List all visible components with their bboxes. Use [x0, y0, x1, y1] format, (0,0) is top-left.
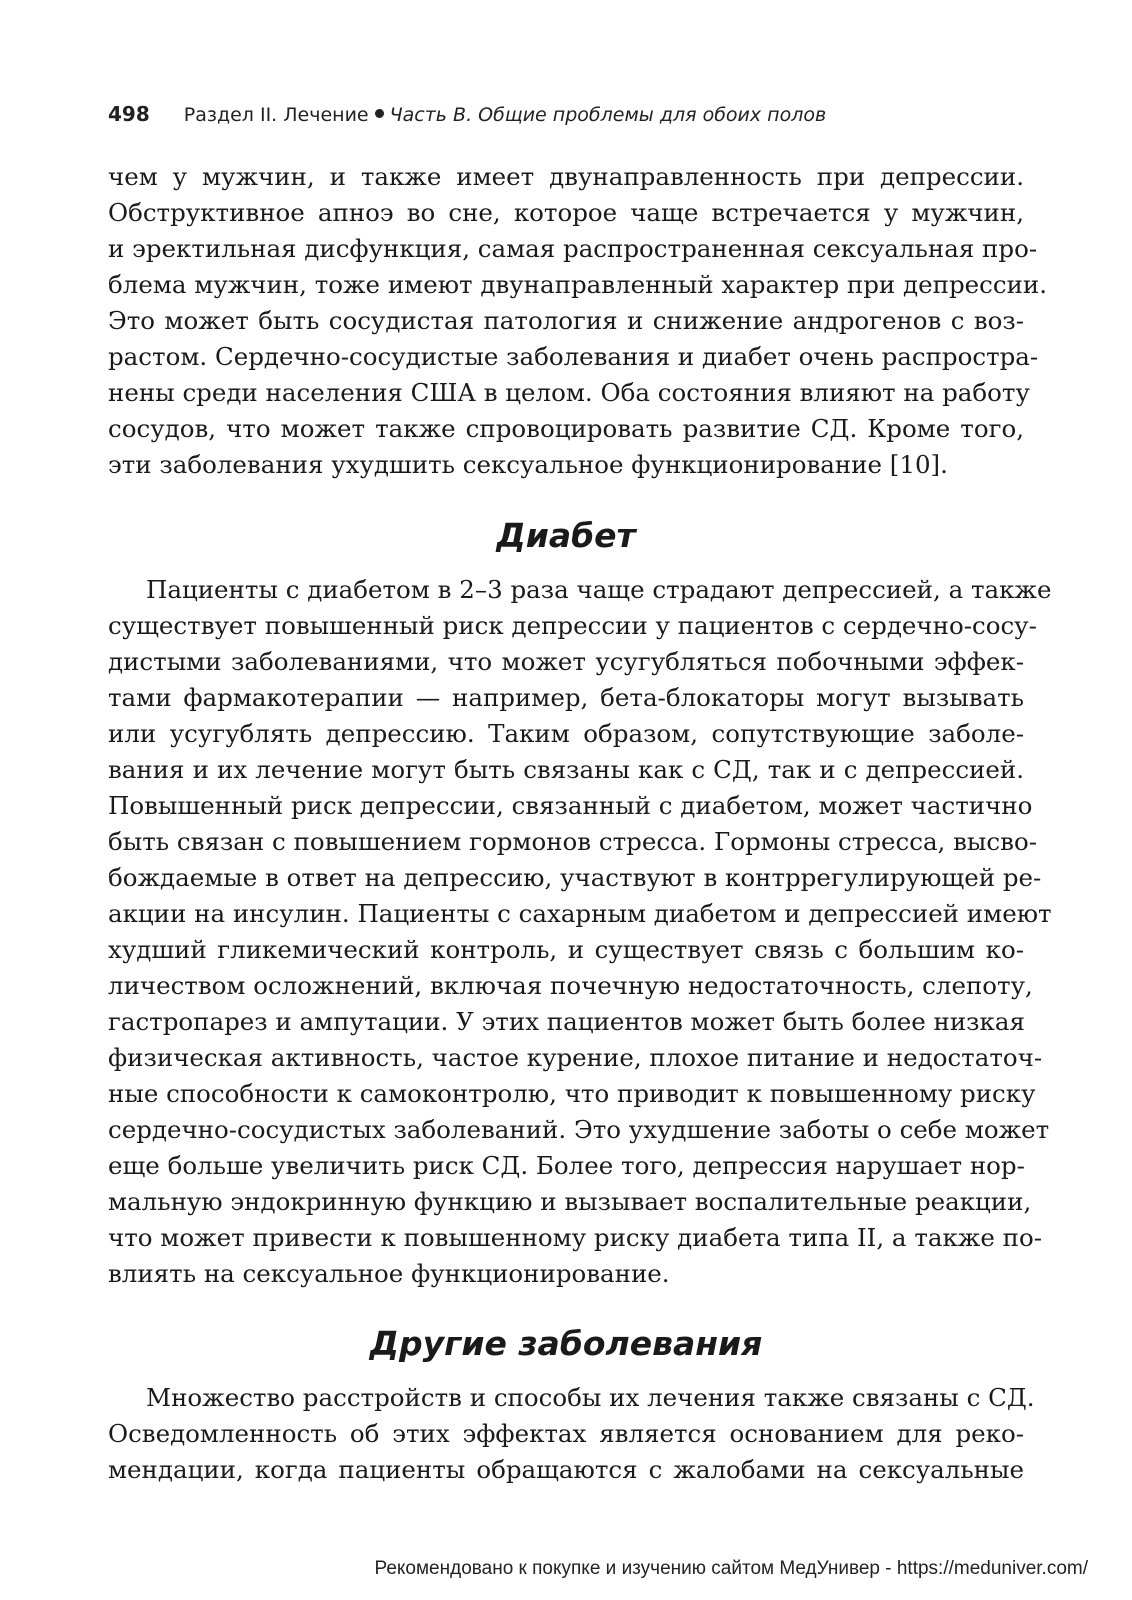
- text-line: Обструктивное апноэ во сне, которое чаще встречается у мужчин,: [108, 198, 1024, 227]
- text-line: растом. Сердечно-сосудистые заболевания и диабет очень распростра-: [108, 342, 1039, 371]
- text-line: физическая активность, частое курение, плохое питание и недостаточ-: [108, 1043, 1043, 1072]
- running-head: [108, 100, 826, 129]
- text-line: чем у мужчин, и также имеет двунаправленность при депрессии.: [108, 162, 1024, 191]
- text-line: личеством осложнений, включая почечную недостаточность, слепоту,: [108, 971, 1033, 1000]
- text-line: ные способности к самоконтролю, что приводит к повышенному риску: [108, 1079, 1036, 1108]
- text-line: мальную эндокринную функцию и вызывает воспалительные реакции,: [108, 1187, 1032, 1216]
- text-line: Осведомленность об этих эффектах является основанием для реко-: [108, 1419, 1024, 1448]
- text-line: Повышенный риск депрессии, связанный с диабетом, может частично: [108, 791, 1033, 820]
- text-line: еще больше увеличить риск СД. Более того, депрессия нарушает нор-: [108, 1151, 1025, 1180]
- text-line: или усугублять депрессию. Таким образом, сопутствующие заболе-: [108, 719, 1024, 748]
- text-line: дистыми заболеваниями, что может усугубляться побочными эффек-: [108, 647, 1024, 676]
- text-line: и эректильная дисфункция, самая распространенная сексуальная про-: [108, 234, 1038, 263]
- text-line: Пациенты с диабетом в 2–3 раза чаще страдают депрессией, а также: [146, 575, 1052, 604]
- text-line: бождаемые в ответ на депрессию, участвуют в контррегулирующей ре-: [108, 863, 1042, 892]
- text-line: что может привести к повышенному риску диабета типа II, а также по-: [108, 1223, 1042, 1252]
- text-line: сердечно-сосудистых заболеваний. Это ухудшение заботы о себе может: [108, 1115, 1050, 1144]
- text-line: нены среди населения США в целом. Оба состояния влияют на работу: [108, 378, 1030, 407]
- text-line: мендации, когда пациенты обращаются с жалобами на сексуальные: [108, 1455, 1024, 1484]
- text-line: эти заболевания ухудшить сексуальное функционирование [10].: [108, 450, 948, 479]
- text-line: вания и их лечение могут быть связаны как с СД, так и с депрессией.: [108, 755, 1024, 784]
- text-line: худший гликемический контроль, и существует связь с большим ко-: [108, 935, 1024, 964]
- page-number: 498: [108, 102, 150, 126]
- section-heading-other-diseases: Другие заболевания: [369, 1324, 763, 1363]
- section-heading-diabetes: Диабет: [496, 516, 636, 555]
- part-title: Часть В. Общие проблемы для обоих полов: [389, 104, 827, 126]
- text-line: Это может быть сосудистая патология и снижение андрогенов с воз-: [108, 306, 1024, 335]
- section-title: Раздел II. Лечение: [183, 104, 369, 126]
- text-line: тами фармакотерапии — например, бета-блокаторы могут вызывать: [108, 683, 1024, 712]
- text-line: гастропарез и ампутации. У этих пациентов может быть более низкая: [108, 1007, 1025, 1036]
- text-line: существует повышенный риск депрессии у пациентов с сердечно-сосу-: [108, 611, 1037, 640]
- text-line: сосудов, что может также спровоцировать развитие СД. Кроме того,: [108, 414, 1024, 443]
- text-line: Множество расстройств и способы их лечения также связаны с СД.: [146, 1383, 1035, 1412]
- text-line: блема мужчин, тоже имеют двунаправленный характер при депрессии.: [108, 270, 1048, 299]
- text-line: акции на инсулин. Пациенты с сахарным диабетом и депрессией имеют: [108, 899, 1052, 928]
- footer-watermark: Рекомендовано к покупке и изучению сайтом МедУнивер - https://meduniver.com/: [374, 1558, 1088, 1579]
- text-line: быть связан с повышением гормонов стресса. Гормоны стресса, высво-: [108, 827, 1037, 856]
- bullet-separator-icon: [375, 109, 384, 118]
- text-line: влиять на сексуальное функционирование.: [108, 1259, 670, 1288]
